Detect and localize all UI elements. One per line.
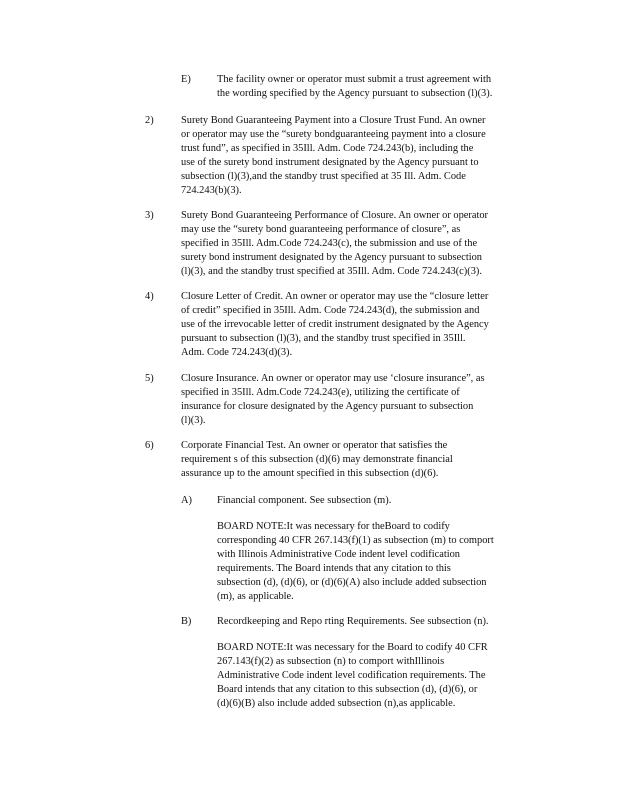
item-text: The facility owner or operator must submit a trust agreement with the wording specified by the Agency pursuant to subsection (l)(3). xyxy=(217,74,493,99)
board-note: BOARD NOTE:It was necessary for theBoard to codify corresponding 40 CFR 267.143(f)(1) as subsection (m) to comport with Illinois Administrative Code indent level codification requirements. The Board intends that any citation to this subsection (d), (d)(6), or (d)(6)(A) also include added subsection (m), as applicable. xyxy=(217,521,494,602)
item-number: E) xyxy=(181,74,191,85)
item-number: B) xyxy=(181,616,192,627)
board-note: BOARD NOTE:It was necessary for the Board to codify 40 CFR 267.143(f)(2) as subsection (n) to comport withIllinois Administrative Code indent level codification requirements. The Board intends that any citation to this subsection (d), (d)(6), or (d)(6)(B) also include added subsection (n),as applicable. xyxy=(217,642,488,709)
item-text: Closure Letter of Credit. An owner or operator may use the “closure letter of credit” specified in 35Ill. Adm. Code 724.243(d), the submission and use of the irrevocable letter of credit instrument designated by the Agency pursuant to subsection (l)(3), and the standby trust specified in 35Ill. Adm. Code 724.243(d)(3). xyxy=(181,291,489,358)
item-number: A) xyxy=(181,495,192,506)
item-text: Surety Bond Guaranteeing Performance of Closure. An owner or operator may use the “surety bond guaranteeing performance of closure”, as specified in 35Ill. Adm.Code 724.243(c), the submission and use of the surety bond instrument designated by the Agency pursuant to subsection (l)(3), and the standby trust specified at 35Ill. Adm. Code 724.243(c)(3). xyxy=(181,210,489,277)
item-number: 5) xyxy=(145,373,154,384)
item-number: 3) xyxy=(145,210,154,221)
item-text: Recordkeeping and Repo rting Requirements. See subsection (n). xyxy=(217,616,489,627)
item-number: 2) xyxy=(145,115,154,126)
item-text: Corporate Financial Test. An owner or operator that satisfies the requirement s of this subsection (d)(6) may demonstrate financial assurance up to the amount specified in this subsection (d)(6). xyxy=(181,440,453,479)
item-text: Surety Bond Guaranteeing Payment into a Closure Trust Fund. An owner or operator may use the “surety bondguaranteeing payment into a closure trust fund”, as specified in 35Ill. Adm. Code 724.243(b), including the use of the surety bond instrument designated by the Agency pursuant to subsection (l)(3),and the standby trust specified at 35 Ill. Adm. Code 724.243(b)(3). xyxy=(181,115,486,196)
item-number: 4) xyxy=(145,291,154,302)
item-text: Closure Insurance. An owner or operator may use ‘closure insurance”, as specified in 35Ill. Adm.Code 724.243(e), utilizing the certificate of insurance for closure designated by the Agency pursuant to subsection (l)(3). xyxy=(181,373,485,426)
item-text: Financial component. See subsection (m). xyxy=(217,495,392,506)
item-number: 6) xyxy=(145,440,154,451)
